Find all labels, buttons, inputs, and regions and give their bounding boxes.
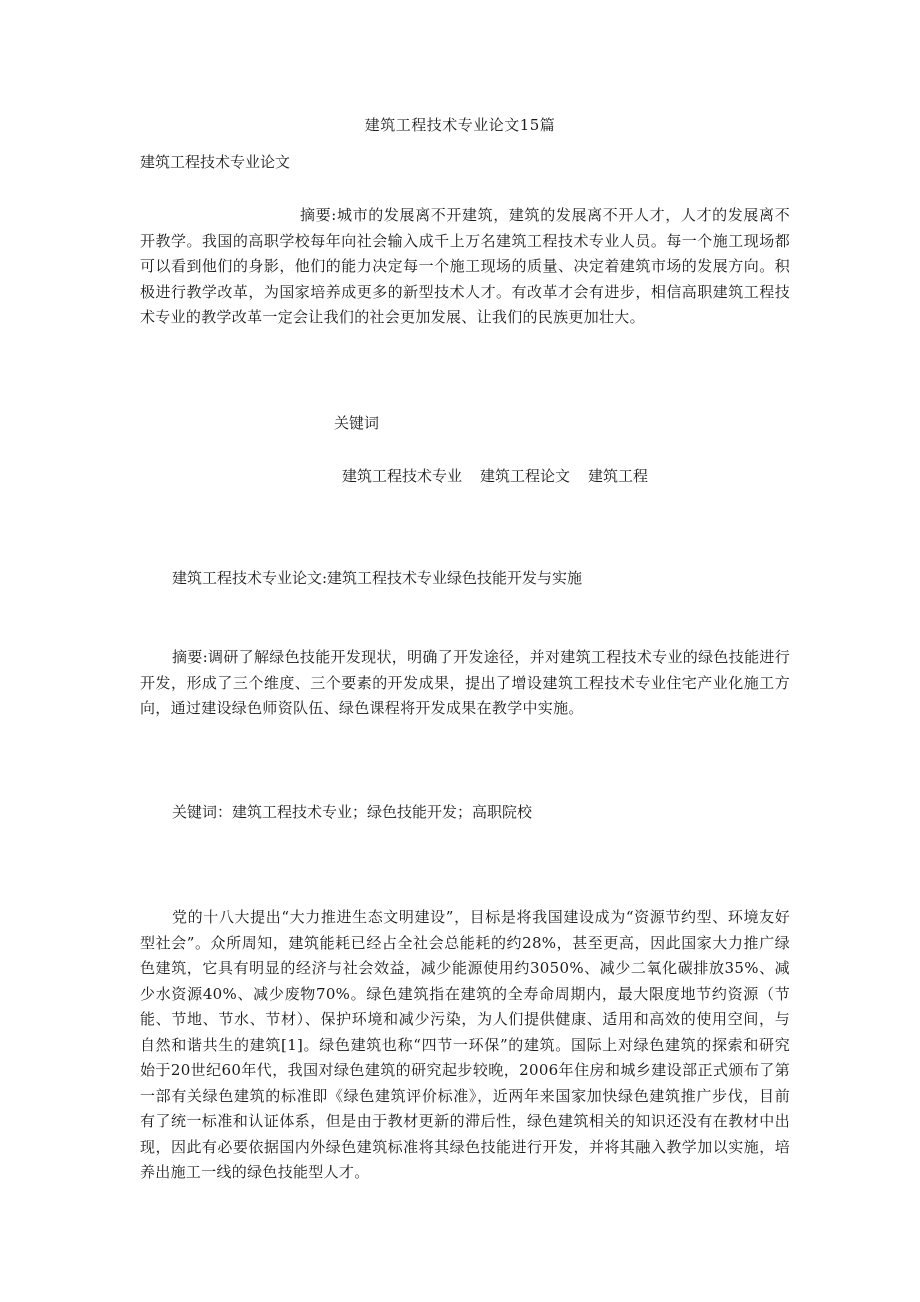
abstract-1-label: 摘要:	[300, 206, 337, 224]
keyword-item: 建筑工程论文	[480, 467, 571, 485]
abstract-2-label: 摘要:	[172, 648, 208, 666]
article-title: 建筑工程技术专业论文:建筑工程技术专业绿色技能开发与实施	[172, 569, 583, 587]
page-title: 建筑工程技术专业论文15篇	[364, 116, 556, 134]
abstract-1	[140, 203, 790, 331]
abstract-2-text: 调研了解绿色技能开发现状，明确了开发途径，并对建筑工程技术专业的绿色技能进行开发，形成了三个维度、三个要素的开发成果，提出了增设建筑工程技术专业住宅产业化施工方向，通过建设绿色师资队伍、绿色课程将开发成果在教学中实施。	[140, 648, 790, 717]
keyword-item: 建筑工程	[588, 467, 649, 485]
abstract-1-text: 城市的发展离不开建筑，建筑的发展离不开人才，人才的发展离不开教学。我国的高职学校每年向社会输入成千上万名建筑工程技术专业人员。每一个施工现场都可以看到他们的身影，他们的能力决定每一个施工现场的质量、决定着建筑市场的发展方向。积极进行教学改革，为国家培养成更多的新型技术人才。有改革才会有进步，相信高职建筑工程技术专业的教学改革一定会让我们的社会更加发展、让我们的民族更加壮大。	[140, 206, 790, 326]
keywords-1-list	[342, 465, 666, 486]
keyword-item: 建筑工程技术专业	[342, 467, 463, 485]
keywords-2: 关键词：建筑工程技术专业；绿色技能开发；高职院校	[172, 803, 533, 821]
abstract-2	[140, 645, 790, 722]
keywords-1-label: 关键词	[334, 414, 380, 432]
body-paragraph: 党的十八大提出“大力推进生态文明建设”，目标是将我国建设成为“资源节约型、环境友好型社会”。众所周知，建筑能耗已经占全社会总能耗的约28%，甚至更高，因此国家大力推广绿色建筑，它具有明显的经济与社会效益，减少能源使用约3050%、减少二氧化碳排放35%、减少水资源40%、减少废物70%。绿色建筑指在建筑的全寿命周期内，最大限度地节约资源（节能、节地、节水、节材）、保护环境和减少污染，为人们提供健康、适用和高效的使用空间，与自然和谐共生的建筑[1]。绿色建筑也称“四节一环保”的建筑。国际上对绿色建筑的探索和研究始于20世纪60年代，我国对绿色建筑的研究起步较晚，2006年住房和城乡建设部正式颁布了第一部有关绿色建筑的标准即《绿色建筑评价标准》，近两年来国家加快绿色建筑推广步伐，目前有了统一标准和认证体系，但是由于教材更新的滞后性，绿色建筑相关的知识还没有在教材中出现，因此有必要依据国内外绿色建筑标准将其绿色技能进行开发，并将其融入教学加以实施，培养出施工一线的绿色技能型人才。	[140, 908, 790, 1181]
section-heading: 建筑工程技术专业论文	[140, 153, 291, 171]
